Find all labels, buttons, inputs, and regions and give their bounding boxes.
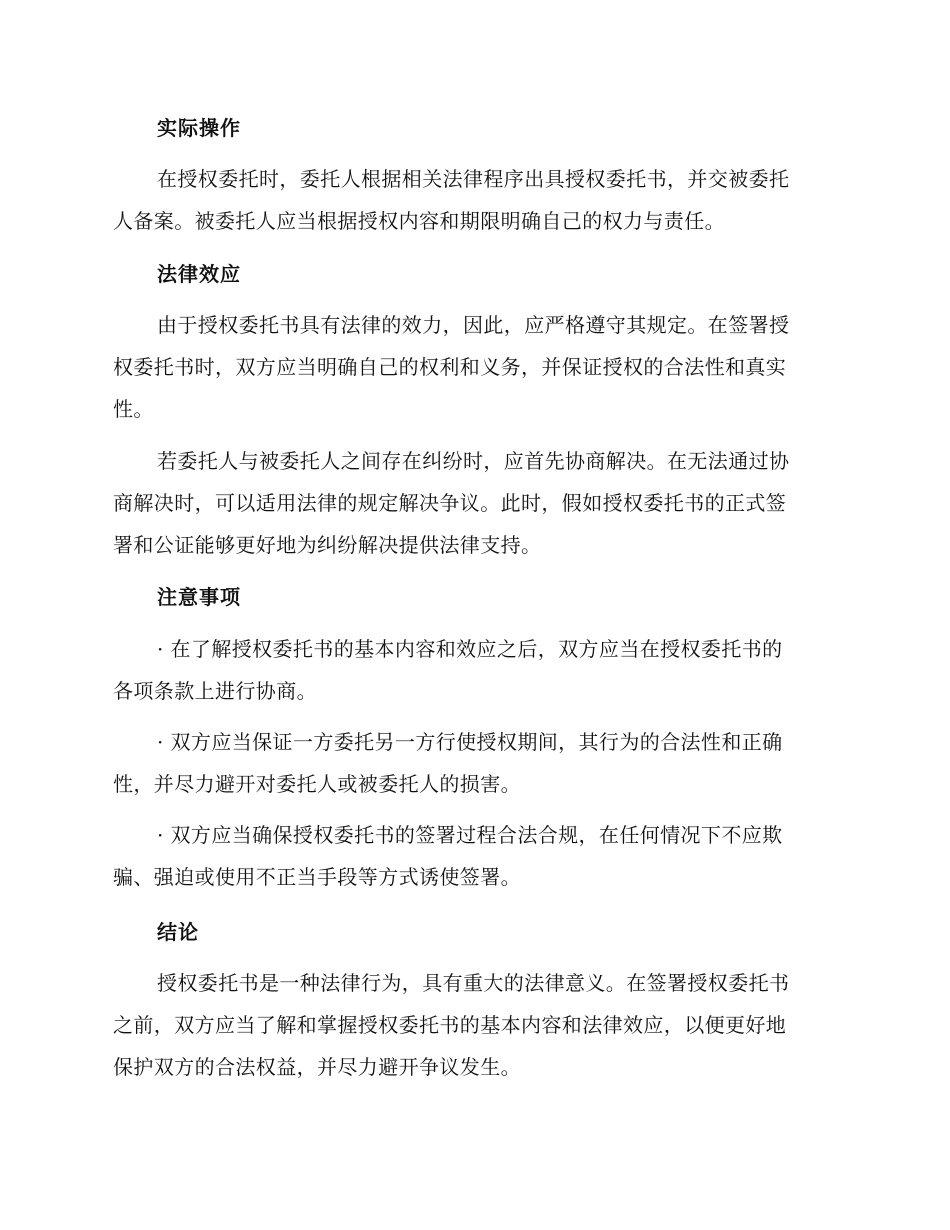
paragraph-line: 骗、强迫或使用不正当手段等方式诱使签署。 bbox=[113, 865, 521, 889]
paragraph-line: 各项条款上进行协商。 bbox=[113, 679, 317, 703]
paragraph-line: 人备案。被委托人应当根据授权内容和期限明确自己的权力与责任。 bbox=[113, 209, 725, 233]
paragraph-line: 性，并尽力避开对委托人或被委托人的损害。 bbox=[113, 772, 521, 796]
bullet-item bbox=[113, 721, 833, 805]
paragraph bbox=[113, 304, 833, 430]
paragraph-line: 若委托人与被委托人之间存在纠纷时，应首先协商解决。在无法通过协 bbox=[157, 449, 790, 473]
paragraph bbox=[113, 962, 833, 1088]
paragraph-line: 保护双方的合法权益，并尽力避开争议发生。 bbox=[113, 1055, 521, 1079]
paragraph bbox=[113, 440, 833, 566]
paragraph-line: 权委托书时，双方应当明确自己的权利和义务，并保证授权的合法性和真实 bbox=[113, 355, 787, 379]
paragraph-line: 之前，双方应当了解和掌握授权委托书的基本内容和法律效应，以便更好地 bbox=[113, 1013, 787, 1037]
section-heading-notes: 注意事项 bbox=[157, 585, 241, 609]
bullet-item bbox=[113, 628, 833, 712]
paragraph-line: · 双方应当保证一方委托另一方行使授权期间，其行为的合法性和正确 bbox=[157, 730, 783, 754]
paragraph-line: · 双方应当确保授权委托书的签署过程合法合规，在任何情况下不应欺 bbox=[157, 823, 783, 847]
bullet-item bbox=[113, 814, 833, 898]
section-heading-legal-effect: 法律效应 bbox=[157, 262, 241, 286]
section-heading-conclusion: 结论 bbox=[157, 920, 199, 944]
section-heading-practical-operation: 实际操作 bbox=[157, 116, 241, 140]
paragraph-line: 在授权委托时，委托人根据相关法律程序出具授权委托书，并交被委托 bbox=[157, 167, 790, 191]
paragraph-line: 授权委托书是一种法律行为，具有重大的法律意义。在签署授权委托书 bbox=[157, 971, 790, 995]
paragraph bbox=[113, 158, 833, 242]
paragraph-line: 由于授权委托书具有法律的效力，因此，应严格遵守其规定。在签署授 bbox=[157, 313, 790, 337]
paragraph-line: 商解决时，可以适用法律的规定解决争议。此时，假如授权委托书的正式签 bbox=[113, 491, 787, 515]
paragraph-line: 署和公证能够更好地为纠纷解决提供法律支持。 bbox=[113, 533, 542, 557]
paragraph-line: 性。 bbox=[113, 397, 154, 421]
paragraph-line: · 在了解授权委托书的基本内容和效应之后，双方应当在授权委托书的 bbox=[157, 637, 783, 661]
